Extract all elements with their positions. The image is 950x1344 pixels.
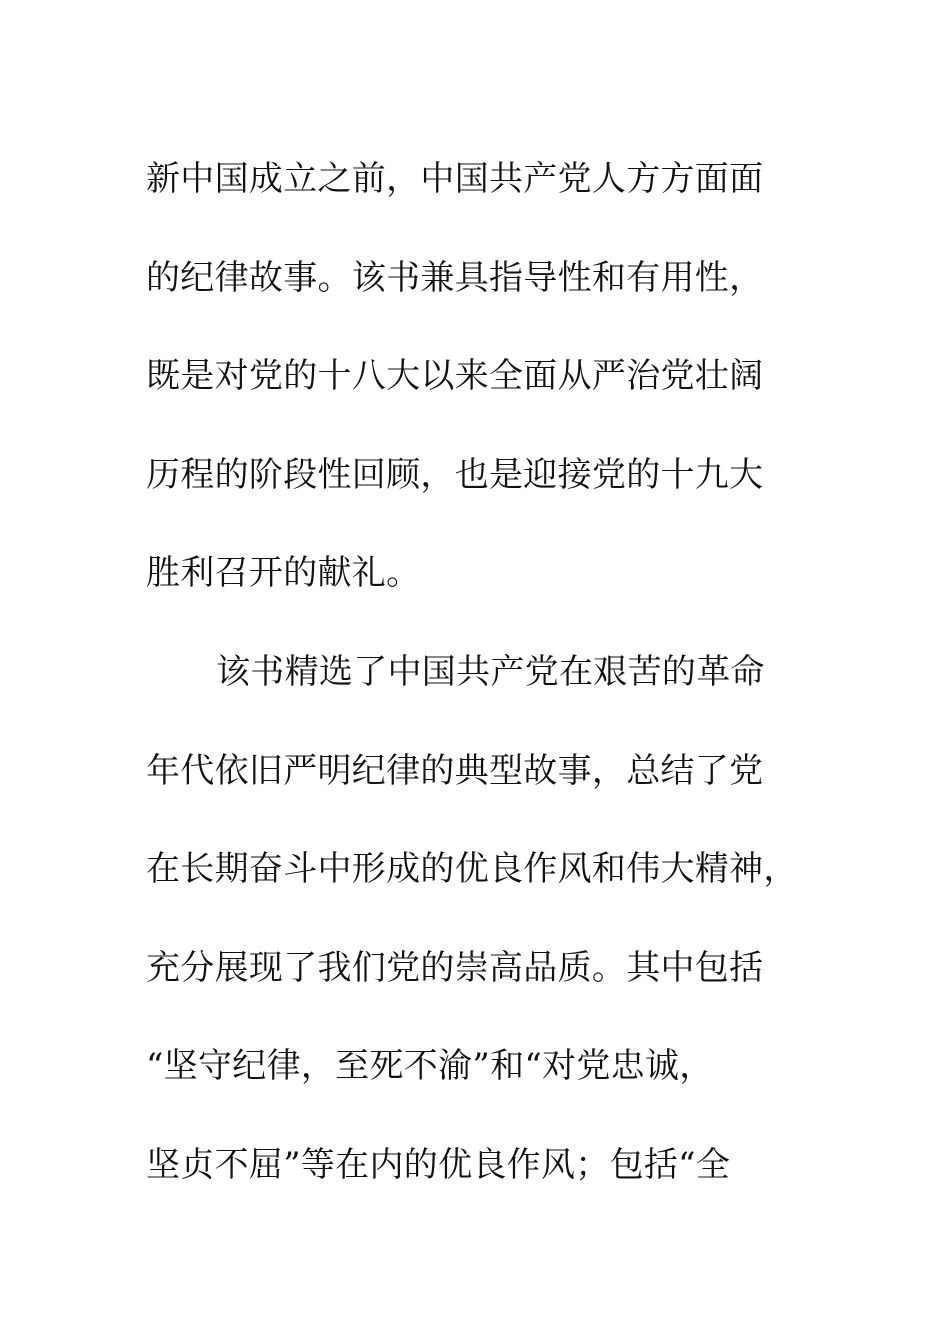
text-line: 充分展现了我们党的崇高品质。其中包括 [146, 947, 764, 988]
text-line: 坚贞不屈”等在内的优良作风；包括“全 [146, 1144, 731, 1185]
text-line: 在长期奋斗中形成的优良作风和伟大精神， [146, 849, 798, 890]
text-line: 年代依旧严明纪律的典型故事，总结了党 [146, 750, 764, 791]
text-line: 的纪律故事。该书兼具指导性和有用性， [146, 257, 764, 298]
text-line: 胜利召开的献礼。 [146, 553, 421, 594]
paragraph-start-line: 该书精选了中国共产党在艰苦的革命 [216, 651, 765, 692]
text-line: 既是对党的十八大以来全面从严治党壮阔 [146, 356, 764, 397]
text-line: 新中国成立之前，中国共产党人方方面面 [146, 159, 764, 199]
text-line: 历程的阶段性回顾，也是迎接党的十九大 [146, 454, 764, 495]
text-line: “坚守纪律，至死不渝”和“对党忠诚， [146, 1046, 714, 1087]
body-text [146, 130, 826, 1215]
